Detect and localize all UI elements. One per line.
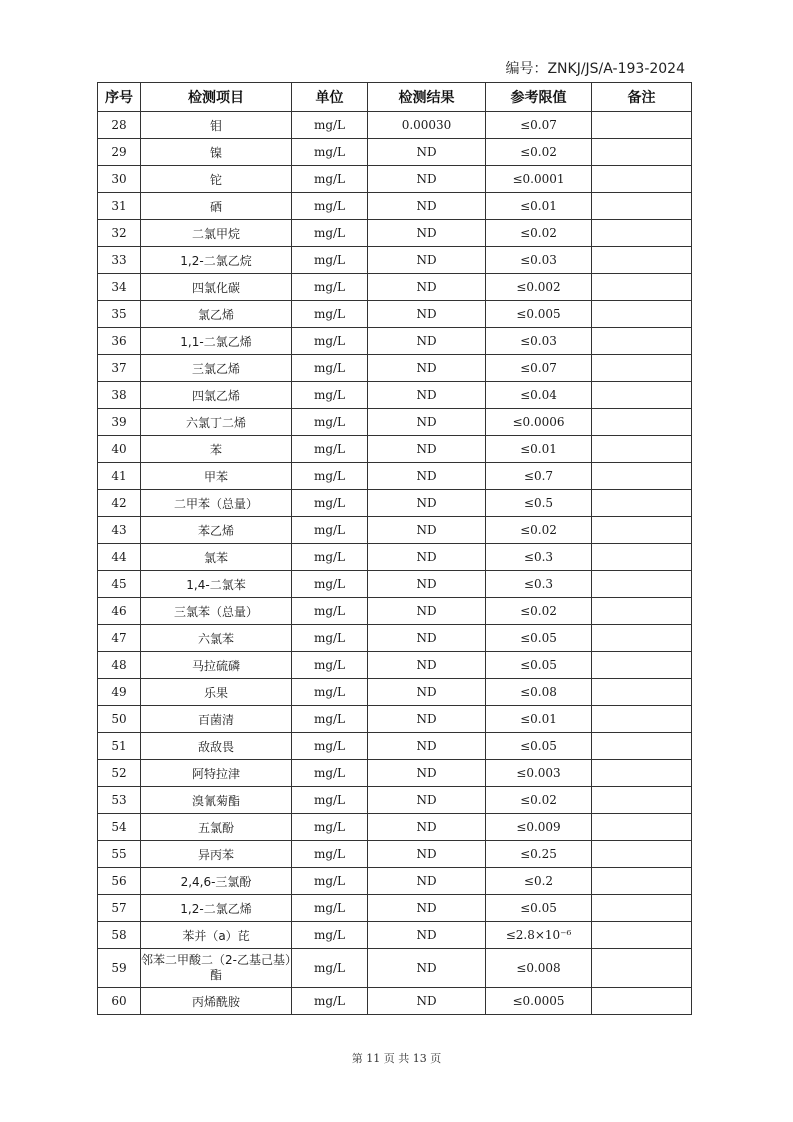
cell-serial-no: 41: [98, 463, 141, 490]
cell-test-item: 苯并（a）芘: [141, 922, 292, 949]
cell-reference-limit: ≤0.0001: [486, 166, 592, 193]
cell-serial-no: 44: [98, 544, 141, 571]
cell-test-result: ND: [368, 679, 486, 706]
cell-reference-limit: ≤0.04: [486, 382, 592, 409]
cell-test-item: 百菌清: [141, 706, 292, 733]
cell-serial-no: 42: [98, 490, 141, 517]
cell-test-item: 丙烯酰胺: [141, 988, 292, 1015]
header-serial-no: 序号: [98, 83, 141, 112]
cell-reference-limit: ≤0.03: [486, 328, 592, 355]
cell-reference-limit: ≤0.02: [486, 598, 592, 625]
cell-unit: mg/L: [292, 112, 368, 139]
document-number: 编号：ZNKJ/JS/A-193-2024: [505, 61, 685, 77]
cell-test-item: 氯苯: [141, 544, 292, 571]
table-row: [98, 625, 692, 652]
cell-unit: mg/L: [292, 193, 368, 220]
cell-unit: mg/L: [292, 733, 368, 760]
cell-serial-no: 33: [98, 247, 141, 274]
table-row: [98, 328, 692, 355]
cell-unit: mg/L: [292, 301, 368, 328]
cell-unit: mg/L: [292, 571, 368, 598]
table-row: [98, 436, 692, 463]
cell-test-result: ND: [368, 922, 486, 949]
header-reference-limit: 参考限值: [486, 83, 592, 112]
cell-reference-limit: ≤0.02: [486, 139, 592, 166]
cell-unit: mg/L: [292, 706, 368, 733]
cell-remarks: [592, 841, 692, 868]
cell-remarks: [592, 409, 692, 436]
cell-reference-limit: ≤0.009: [486, 814, 592, 841]
table-row: [98, 841, 692, 868]
cell-serial-no: 49: [98, 679, 141, 706]
cell-remarks: [592, 220, 692, 247]
cell-unit: mg/L: [292, 436, 368, 463]
cell-test-item: 三氯苯（总量）: [141, 598, 292, 625]
cell-remarks: [592, 706, 692, 733]
cell-test-result: ND: [368, 544, 486, 571]
cell-remarks: [592, 247, 692, 274]
cell-test-item: 阿特拉津: [141, 760, 292, 787]
page-footer: 第 11 页 共 13 页: [351, 1052, 442, 1065]
cell-serial-no: 47: [98, 625, 141, 652]
cell-reference-limit: ≤0.05: [486, 733, 592, 760]
table-row: [98, 382, 692, 409]
table-row: [98, 760, 692, 787]
cell-unit: mg/L: [292, 841, 368, 868]
cell-test-result: ND: [368, 463, 486, 490]
cell-reference-limit: ≤0.3: [486, 571, 592, 598]
table-row: [98, 517, 692, 544]
cell-reference-limit: ≤0.08: [486, 679, 592, 706]
cell-test-result: ND: [368, 988, 486, 1015]
table-row: [98, 490, 692, 517]
cell-test-item: 1,4-二氯苯: [141, 571, 292, 598]
cell-reference-limit: ≤0.02: [486, 220, 592, 247]
cell-serial-no: 28: [98, 112, 141, 139]
cell-remarks: [592, 301, 692, 328]
cell-test-item: 六氯苯: [141, 625, 292, 652]
cell-serial-no: 50: [98, 706, 141, 733]
cell-unit: mg/L: [292, 949, 368, 988]
cell-remarks: [592, 544, 692, 571]
cell-reference-limit: ≤0.002: [486, 274, 592, 301]
cell-test-item: 甲苯: [141, 463, 292, 490]
cell-unit: mg/L: [292, 139, 368, 166]
cell-unit: mg/L: [292, 988, 368, 1015]
cell-remarks: [592, 868, 692, 895]
cell-reference-limit: ≤0.07: [486, 355, 592, 382]
cell-reference-limit: ≤0.0005: [486, 988, 592, 1015]
cell-test-item: 四氯化碳: [141, 274, 292, 301]
cell-test-item: 苯乙烯: [141, 517, 292, 544]
cell-reference-limit: ≤0.01: [486, 436, 592, 463]
cell-remarks: [592, 895, 692, 922]
cell-test-result: ND: [368, 274, 486, 301]
table-row: [98, 112, 692, 139]
cell-reference-limit: ≤0.003: [486, 760, 592, 787]
cell-serial-no: 45: [98, 571, 141, 598]
cell-serial-no: 35: [98, 301, 141, 328]
table-row: [98, 652, 692, 679]
cell-test-result: ND: [368, 166, 486, 193]
cell-reference-limit: ≤0.03: [486, 247, 592, 274]
cell-serial-no: 57: [98, 895, 141, 922]
cell-serial-no: 43: [98, 517, 141, 544]
cell-remarks: [592, 166, 692, 193]
cell-remarks: [592, 787, 692, 814]
cell-remarks: [592, 193, 692, 220]
cell-serial-no: 46: [98, 598, 141, 625]
table-row: [98, 598, 692, 625]
cell-test-result: ND: [368, 787, 486, 814]
table-row: [98, 988, 692, 1015]
cell-remarks: [592, 571, 692, 598]
cell-test-result: ND: [368, 436, 486, 463]
table-row: [98, 706, 692, 733]
cell-test-result: ND: [368, 247, 486, 274]
cell-test-result: ND: [368, 733, 486, 760]
cell-test-result: ND: [368, 760, 486, 787]
table-row: [98, 733, 692, 760]
cell-test-result: ND: [368, 949, 486, 988]
cell-remarks: [592, 490, 692, 517]
cell-serial-no: 30: [98, 166, 141, 193]
table-row: [98, 895, 692, 922]
cell-serial-no: 52: [98, 760, 141, 787]
cell-test-result: ND: [368, 409, 486, 436]
table-row: [98, 247, 692, 274]
cell-reference-limit: ≤0.02: [486, 517, 592, 544]
cell-reference-limit: ≤0.07: [486, 112, 592, 139]
cell-unit: mg/L: [292, 517, 368, 544]
cell-reference-limit: ≤0.05: [486, 895, 592, 922]
cell-remarks: [592, 463, 692, 490]
cell-serial-no: 29: [98, 139, 141, 166]
cell-test-result: ND: [368, 517, 486, 544]
table-row: [98, 301, 692, 328]
cell-remarks: [592, 922, 692, 949]
cell-test-result: ND: [368, 193, 486, 220]
table-row: [98, 922, 692, 949]
header-test-item: 检测项目: [141, 83, 292, 112]
table-row: [98, 571, 692, 598]
cell-test-result: ND: [368, 868, 486, 895]
cell-serial-no: 53: [98, 787, 141, 814]
cell-test-item: 马拉硫磷: [141, 652, 292, 679]
cell-unit: mg/L: [292, 679, 368, 706]
cell-unit: mg/L: [292, 382, 368, 409]
cell-test-item: 三氯乙烯: [141, 355, 292, 382]
cell-test-item: 五氯酚: [141, 814, 292, 841]
table-row: [98, 679, 692, 706]
cell-reference-limit: ≤0.2: [486, 868, 592, 895]
cell-test-item: 溴氰菊酯: [141, 787, 292, 814]
cell-unit: mg/L: [292, 355, 368, 382]
cell-unit: mg/L: [292, 922, 368, 949]
table-row: [98, 355, 692, 382]
cell-remarks: [592, 733, 692, 760]
cell-test-item: 氯乙烯: [141, 301, 292, 328]
cell-reference-limit: ≤0.005: [486, 301, 592, 328]
cell-test-item: 四氯乙烯: [141, 382, 292, 409]
cell-remarks: [592, 139, 692, 166]
cell-serial-no: 39: [98, 409, 141, 436]
cell-test-result: ND: [368, 490, 486, 517]
cell-test-item: 二甲苯（总量）: [141, 490, 292, 517]
cell-test-item: 铊: [141, 166, 292, 193]
cell-reference-limit: ≤2.8×10⁻⁶: [486, 922, 592, 949]
cell-test-result: ND: [368, 571, 486, 598]
cell-test-result: ND: [368, 220, 486, 247]
table-row: [98, 220, 692, 247]
cell-serial-no: 32: [98, 220, 141, 247]
cell-test-result: ND: [368, 301, 486, 328]
cell-unit: mg/L: [292, 490, 368, 517]
cell-test-item: 邻苯二甲酸二（2-乙基己基）酯: [141, 949, 292, 988]
cell-test-result: ND: [368, 706, 486, 733]
cell-reference-limit: ≤0.25: [486, 841, 592, 868]
cell-remarks: [592, 949, 692, 988]
cell-unit: mg/L: [292, 760, 368, 787]
cell-test-item: 二氯甲烷: [141, 220, 292, 247]
table-body: [98, 112, 692, 1015]
cell-unit: mg/L: [292, 220, 368, 247]
cell-test-result: ND: [368, 814, 486, 841]
cell-unit: mg/L: [292, 652, 368, 679]
cell-serial-no: 55: [98, 841, 141, 868]
cell-reference-limit: ≤0.05: [486, 625, 592, 652]
cell-test-result: ND: [368, 328, 486, 355]
cell-remarks: [592, 355, 692, 382]
cell-serial-no: 48: [98, 652, 141, 679]
cell-reference-limit: ≤0.01: [486, 706, 592, 733]
cell-serial-no: 38: [98, 382, 141, 409]
cell-reference-limit: ≤0.3: [486, 544, 592, 571]
cell-test-item: 2,4,6-三氯酚: [141, 868, 292, 895]
table-row: [98, 463, 692, 490]
table-header-row: [98, 83, 692, 112]
table-row: [98, 814, 692, 841]
cell-test-item: 苯: [141, 436, 292, 463]
table-row: [98, 949, 692, 988]
cell-test-item: 敌敌畏: [141, 733, 292, 760]
cell-unit: mg/L: [292, 787, 368, 814]
cell-remarks: [592, 760, 692, 787]
cell-serial-no: 60: [98, 988, 141, 1015]
cell-serial-no: 59: [98, 949, 141, 988]
cell-serial-no: 56: [98, 868, 141, 895]
table-row: [98, 868, 692, 895]
cell-reference-limit: ≤0.008: [486, 949, 592, 988]
cell-test-result: ND: [368, 382, 486, 409]
header-test-result: 检测结果: [368, 83, 486, 112]
cell-serial-no: 40: [98, 436, 141, 463]
cell-unit: mg/L: [292, 166, 368, 193]
cell-test-result: ND: [368, 139, 486, 166]
cell-unit: mg/L: [292, 463, 368, 490]
table-row: [98, 166, 692, 193]
cell-reference-limit: ≤0.5: [486, 490, 592, 517]
table-row: [98, 274, 692, 301]
cell-reference-limit: ≤0.0006: [486, 409, 592, 436]
cell-test-result: ND: [368, 652, 486, 679]
header-unit: 单位: [292, 83, 368, 112]
cell-remarks: [592, 274, 692, 301]
header-remarks: 备注: [592, 83, 692, 112]
cell-remarks: [592, 112, 692, 139]
cell-remarks: [592, 814, 692, 841]
cell-test-item: 1,2-二氯乙烷: [141, 247, 292, 274]
cell-test-item: 六氯丁二烯: [141, 409, 292, 436]
cell-test-result: 0.00030: [368, 112, 486, 139]
table-row: [98, 787, 692, 814]
table-row: [98, 193, 692, 220]
cell-serial-no: 58: [98, 922, 141, 949]
cell-unit: mg/L: [292, 598, 368, 625]
cell-serial-no: 51: [98, 733, 141, 760]
cell-serial-no: 31: [98, 193, 141, 220]
cell-test-result: ND: [368, 895, 486, 922]
cell-unit: mg/L: [292, 895, 368, 922]
cell-test-item: 异丙苯: [141, 841, 292, 868]
cell-unit: mg/L: [292, 868, 368, 895]
cell-reference-limit: ≤0.05: [486, 652, 592, 679]
cell-remarks: [592, 988, 692, 1015]
cell-unit: mg/L: [292, 625, 368, 652]
cell-remarks: [592, 598, 692, 625]
cell-serial-no: 54: [98, 814, 141, 841]
cell-unit: mg/L: [292, 409, 368, 436]
cell-test-item: 乐果: [141, 679, 292, 706]
test-results-table: [97, 82, 692, 1015]
table-row: [98, 139, 692, 166]
cell-remarks: [592, 382, 692, 409]
cell-reference-limit: ≤0.01: [486, 193, 592, 220]
cell-remarks: [592, 328, 692, 355]
cell-test-result: ND: [368, 841, 486, 868]
cell-remarks: [592, 679, 692, 706]
cell-remarks: [592, 625, 692, 652]
table-row: [98, 409, 692, 436]
cell-serial-no: 36: [98, 328, 141, 355]
cell-remarks: [592, 517, 692, 544]
cell-unit: mg/L: [292, 328, 368, 355]
cell-remarks: [592, 652, 692, 679]
cell-serial-no: 37: [98, 355, 141, 382]
cell-test-result: ND: [368, 355, 486, 382]
cell-test-item: 1,1-二氯乙烯: [141, 328, 292, 355]
cell-test-item: 钼: [141, 112, 292, 139]
cell-unit: mg/L: [292, 274, 368, 301]
cell-remarks: [592, 436, 692, 463]
cell-test-item: 1,2-二氯乙烯: [141, 895, 292, 922]
cell-serial-no: 34: [98, 274, 141, 301]
table-row: [98, 544, 692, 571]
cell-unit: mg/L: [292, 247, 368, 274]
cell-test-result: ND: [368, 598, 486, 625]
cell-reference-limit: ≤0.7: [486, 463, 592, 490]
cell-test-item: 镍: [141, 139, 292, 166]
cell-reference-limit: ≤0.02: [486, 787, 592, 814]
cell-unit: mg/L: [292, 544, 368, 571]
cell-unit: mg/L: [292, 814, 368, 841]
cell-test-result: ND: [368, 625, 486, 652]
cell-test-item: 硒: [141, 193, 292, 220]
